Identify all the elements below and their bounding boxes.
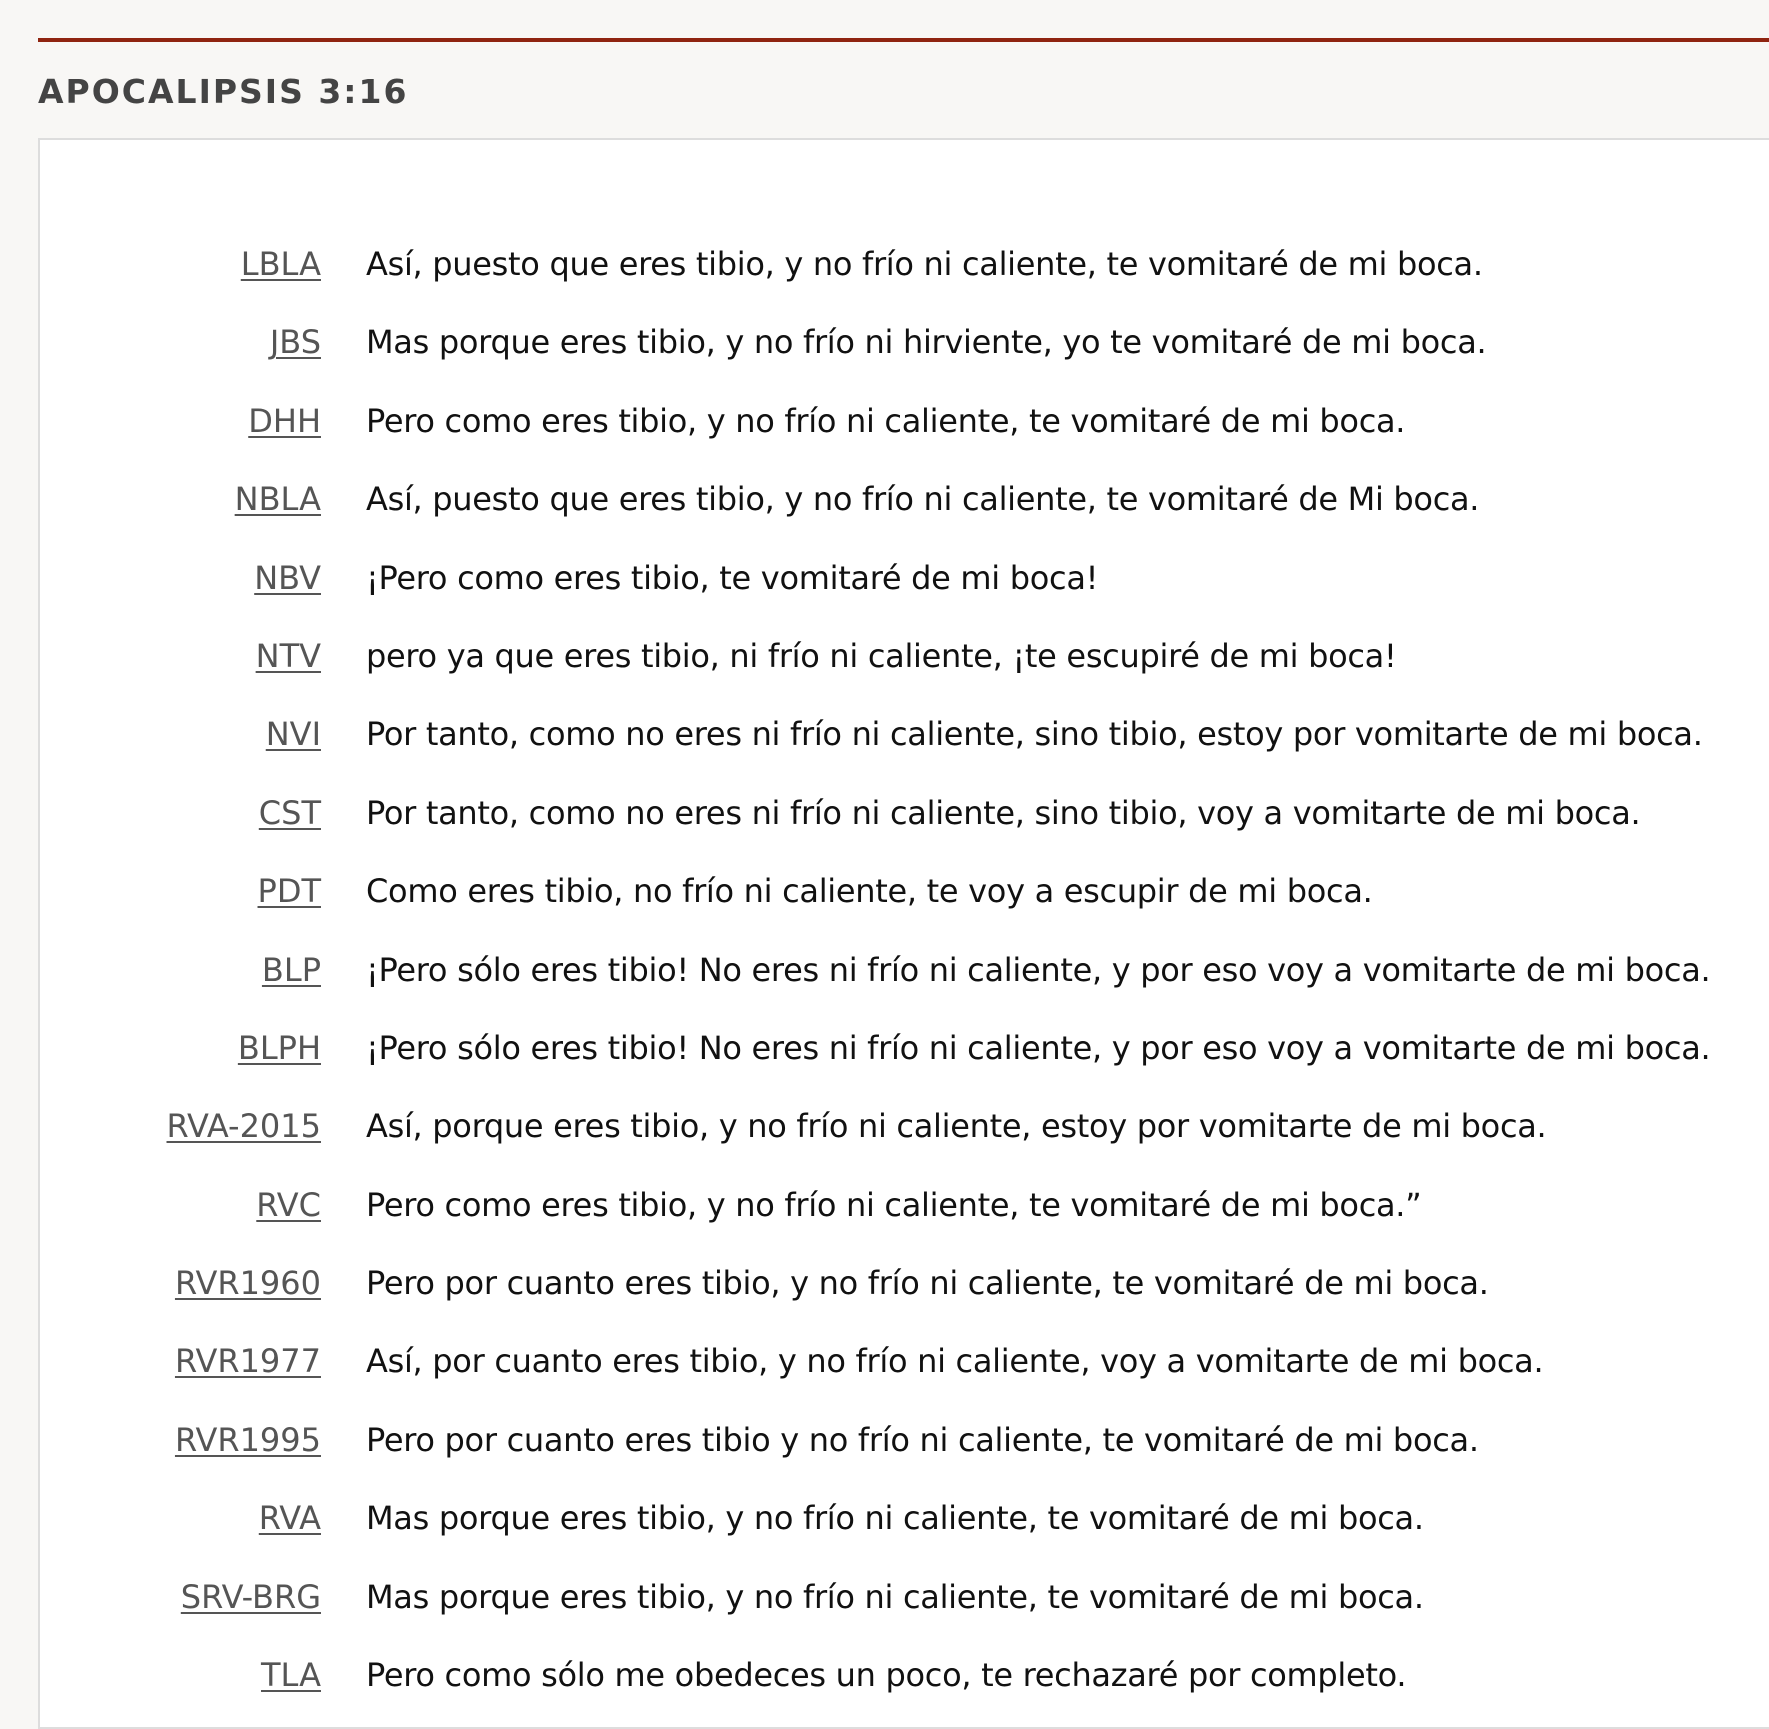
verse-text: ¡Pero sólo eres tibio! No eres ni frío ni caliente, y por eso voy a vomitarte de mi boca. [366,1028,1711,1067]
version-row [40,1322,1769,1400]
verse-text: Así, puesto que eres tibio, y no frío ni caliente, te vomitaré de Mi boca. [366,480,1480,519]
verse-text: Así, puesto que eres tibio, y no frío ni caliente, te vomitaré de mi boca. [366,245,1483,283]
version-row [40,695,1769,773]
version-link[interactable]: SRV-BRG [180,1577,321,1616]
verse-text: pero ya que eres tibio, ni frío ni caliente, ¡te escupiré de mi boca! [366,636,1397,675]
version-link[interactable]: JBS [269,323,321,362]
verse-text: Pero por cuanto eres tibio y no frío ni caliente, te vomitaré de mi boca. [366,1420,1479,1459]
verse-text: Mas porque eres tibio, y no frío ni hirviente, yo te vomitaré de mi boca. [366,323,1487,362]
version-link[interactable]: BLPH [237,1028,321,1067]
version-row [40,1558,1769,1636]
verse-text: ¡Pero sólo eres tibio! No eres ni frío ni caliente, y por eso voy a vomitarte de mi boca. [366,950,1711,989]
verse-text: Así, por cuanto eres tibio, y no frío ni caliente, voy a vomitarte de mi boca. [366,1342,1544,1381]
verse-text: Por tanto, como no eres ni frío ni caliente, sino tibio, voy a vomitarte de mi boca. [366,793,1641,832]
version-link[interactable]: NTV [255,636,321,675]
verse-text: Mas porque eres tibio, y no frío ni caliente, te vomitaré de mi boca. [366,1577,1424,1616]
verse-text: Mas porque eres tibio, y no frío ni caliente, te vomitaré de mi boca. [366,1499,1424,1538]
version-link[interactable]: RVA [258,1499,321,1538]
version-link[interactable]: CST [258,793,321,832]
verse-text: Pero como eres tibio, y no frío ni caliente, te vomitaré de mi boca. [366,401,1406,440]
version-row [40,460,1769,538]
version-link[interactable]: NBLA [234,480,321,519]
version-link[interactable]: LBLA [240,245,321,283]
version-row [40,931,1769,1009]
version-link[interactable]: NBV [254,558,321,597]
versions-list [40,225,1769,1714]
version-row [40,617,1769,695]
version-row [40,1479,1769,1557]
verse-text: Pero por cuanto eres tibio, y no frío ni caliente, te vomitaré de mi boca. [366,1264,1489,1303]
version-link[interactable]: BLP [261,950,321,989]
version-link[interactable]: RVR1977 [174,1342,321,1381]
verse-text: Así, porque eres tibio, y no frío ni caliente, estoy por vomitarte de mi boca. [366,1107,1547,1146]
version-row [40,852,1769,930]
version-link[interactable]: RVA-2015 [166,1107,321,1146]
version-row [40,1166,1769,1244]
version-row [40,303,1769,381]
version-row [40,1636,1769,1714]
version-row [40,1244,1769,1322]
version-link[interactable]: NVI [265,715,321,754]
version-link[interactable]: PDT [257,872,321,911]
verse-text: Por tanto, como no eres ni frío ni caliente, sino tibio, estoy por vomitarte de mi boca. [366,715,1703,754]
versions-panel [38,138,1769,1729]
verse-text: Pero como eres tibio, y no frío ni caliente, te vomitaré de mi boca.” [366,1185,1422,1224]
version-row [40,774,1769,852]
verse-text: Pero como sólo me obedeces un poco, te rechazaré por completo. [366,1656,1407,1695]
verse-text: ¡Pero como eres tibio, te vomitaré de mi boca! [366,558,1099,597]
version-link[interactable]: RVC [256,1185,321,1224]
header-divider [38,38,1769,42]
verse-text: Como eres tibio, no frío ni caliente, te voy a escupir de mi boca. [366,872,1373,911]
version-link[interactable]: TLA [261,1656,321,1695]
version-link[interactable]: RVR1995 [174,1420,321,1459]
version-row [40,1401,1769,1479]
version-link[interactable]: DHH [248,401,321,440]
page-title: APOCALIPSIS 3:16 [38,72,409,111]
version-row [40,225,1769,303]
version-row [40,1087,1769,1165]
version-link[interactable]: RVR1960 [174,1264,321,1303]
version-row [40,539,1769,617]
version-row [40,1009,1769,1087]
version-row [40,382,1769,460]
